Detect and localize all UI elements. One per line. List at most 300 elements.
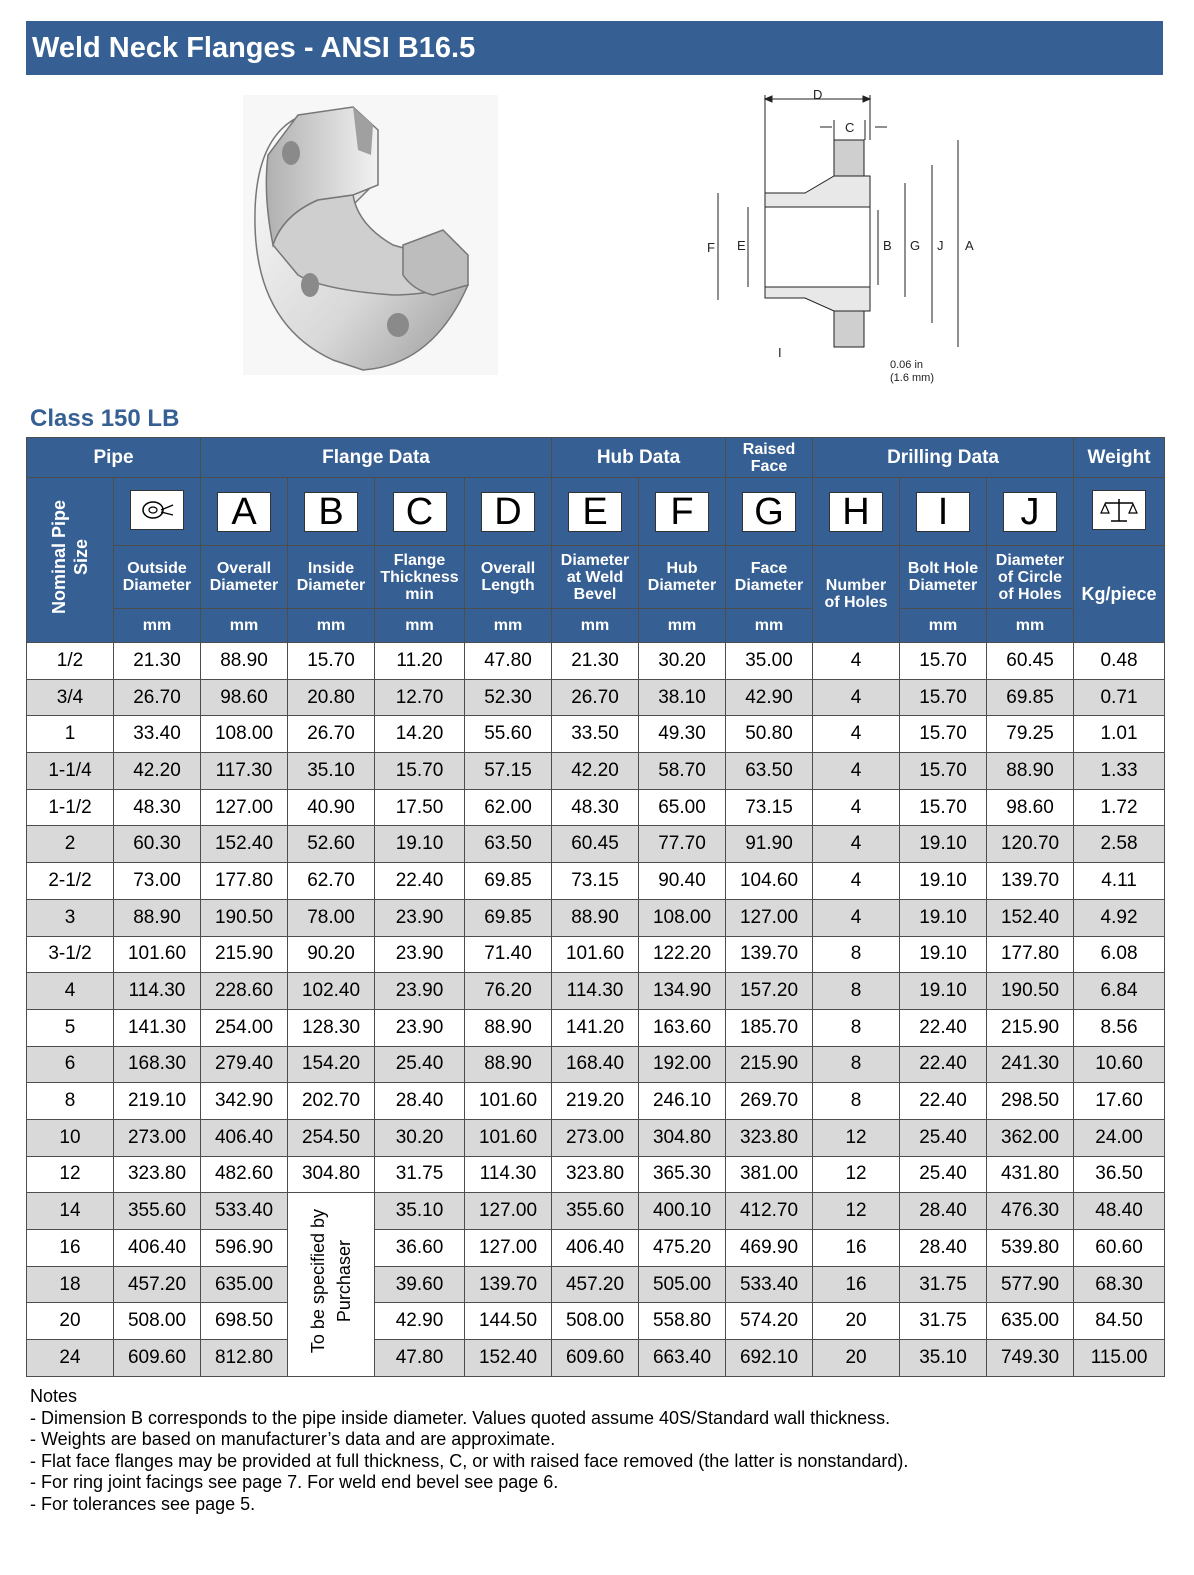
table-cell: 406.40 <box>552 1230 639 1267</box>
table-cell: 88.90 <box>465 1009 552 1046</box>
group-raised-face: Raised Face <box>726 438 813 478</box>
table-row <box>27 899 1165 936</box>
table-cell: 128.30 <box>288 1009 375 1046</box>
table-cell: 273.00 <box>552 1119 639 1156</box>
table-cell: 177.80 <box>987 936 1074 973</box>
table-row <box>27 936 1165 973</box>
table-cell: 15.70 <box>900 643 987 680</box>
table-cell: 0.48 <box>1074 643 1165 680</box>
letter-row <box>27 478 1165 546</box>
table-cell: 157.20 <box>726 973 813 1010</box>
table-cell: 88.90 <box>465 1046 552 1083</box>
table-cell: 533.40 <box>726 1266 813 1303</box>
pipe-size-cell: 10 <box>27 1119 114 1156</box>
table-row <box>27 1303 1165 1340</box>
table-cell: 26.70 <box>552 679 639 716</box>
table-cell: 47.80 <box>375 1340 465 1377</box>
notes-heading: Notes <box>30 1386 78 1406</box>
desc-overall-diameter: Overall Diameter <box>201 546 288 609</box>
table-cell: 39.60 <box>375 1266 465 1303</box>
pipe-size-cell: 3-1/2 <box>27 936 114 973</box>
table-cell: 539.80 <box>987 1230 1074 1267</box>
dim-label-j: J <box>937 238 944 253</box>
table-cell: 574.20 <box>726 1303 813 1340</box>
table-cell: 69.85 <box>465 863 552 900</box>
table-cell: 63.50 <box>726 753 813 790</box>
letter-a: A <box>217 492 271 532</box>
table-cell: 114.30 <box>552 973 639 1010</box>
table-cell: 190.50 <box>201 899 288 936</box>
table-cell: 48.30 <box>552 789 639 826</box>
weight-icon-cell <box>1074 478 1165 546</box>
table-cell: 4.11 <box>1074 863 1165 900</box>
table-cell: 11.20 <box>375 643 465 680</box>
table-cell: 406.40 <box>114 1230 201 1267</box>
table-row <box>27 1193 1165 1230</box>
table-row <box>27 679 1165 716</box>
table-cell: 215.90 <box>726 1046 813 1083</box>
table-cell: 28.40 <box>900 1230 987 1267</box>
table-row <box>27 1046 1165 1083</box>
table-cell: 19.10 <box>900 899 987 936</box>
table-cell: 475.20 <box>639 1230 726 1267</box>
table-cell: 412.70 <box>726 1193 813 1230</box>
table-cell: 73.00 <box>114 863 201 900</box>
table-cell: 365.30 <box>639 1156 726 1193</box>
pipe-size-cell: 1 <box>27 716 114 753</box>
unit-c: mm <box>288 609 375 643</box>
table-cell: 4 <box>813 863 900 900</box>
table-cell: 88.90 <box>987 753 1074 790</box>
table-cell: 508.00 <box>114 1303 201 1340</box>
table-cell: 431.80 <box>987 1156 1074 1193</box>
table-row <box>27 826 1165 863</box>
table-cell: 663.40 <box>639 1340 726 1377</box>
table-cell: 163.60 <box>639 1009 726 1046</box>
pipe-size-cell: 3/4 <box>27 679 114 716</box>
pipe-size-cell: 14 <box>27 1193 114 1230</box>
table-cell: 22.40 <box>900 1083 987 1120</box>
table-cell: 36.60 <box>375 1230 465 1267</box>
table-cell: 304.80 <box>639 1119 726 1156</box>
table-cell: 42.90 <box>726 679 813 716</box>
table-cell: 8 <box>813 1046 900 1083</box>
table-cell: 168.40 <box>552 1046 639 1083</box>
table-cell: 15.70 <box>900 679 987 716</box>
table-cell: 154.20 <box>288 1046 375 1083</box>
table-cell: 596.90 <box>201 1230 288 1267</box>
table-cell: 1.72 <box>1074 789 1165 826</box>
group-header-row <box>27 438 1165 478</box>
table-cell: 635.00 <box>987 1303 1074 1340</box>
desc-number-of-holes: Number of Holes <box>813 546 900 643</box>
table-cell: 8.56 <box>1074 1009 1165 1046</box>
pipe-size-cell: 1/2 <box>27 643 114 680</box>
table-cell: 279.40 <box>201 1046 288 1083</box>
desc-kg-per-piece: Kg/piece <box>1074 546 1165 643</box>
class-label: Class 150 LB <box>30 405 180 432</box>
table-cell: 35.10 <box>375 1193 465 1230</box>
unit-j: mm <box>900 609 987 643</box>
table-cell: 60.45 <box>552 826 639 863</box>
table-cell: 19.10 <box>900 863 987 900</box>
flange-dimension-diagram <box>700 85 990 390</box>
table-cell: 15.70 <box>900 716 987 753</box>
dim-label-a: A <box>965 238 974 253</box>
table-cell: 63.50 <box>465 826 552 863</box>
table-cell: 381.00 <box>726 1156 813 1193</box>
unit-f: mm <box>552 609 639 643</box>
table-cell: 22.40 <box>900 1009 987 1046</box>
table-cell: 35.10 <box>288 753 375 790</box>
table-cell: 15.70 <box>375 753 465 790</box>
table-cell: 101.60 <box>465 1119 552 1156</box>
table-cell: 35.00 <box>726 643 813 680</box>
table-cell: 168.30 <box>114 1046 201 1083</box>
letter-c: C <box>393 492 447 532</box>
desc-face-diameter: Face Diameter <box>726 546 813 609</box>
table-cell: 17.50 <box>375 789 465 826</box>
table-cell: 23.90 <box>375 936 465 973</box>
letter-i: I <box>916 492 970 532</box>
table-cell: 152.40 <box>201 826 288 863</box>
table-cell: 30.20 <box>375 1119 465 1156</box>
table-cell: 323.80 <box>114 1156 201 1193</box>
table-cell: 58.70 <box>639 753 726 790</box>
table-cell: 114.30 <box>465 1156 552 1193</box>
table-cell: 48.30 <box>114 789 201 826</box>
desc-inside-diameter: Inside Diameter <box>288 546 375 609</box>
notes <box>30 1386 908 1515</box>
table-cell: 254.00 <box>201 1009 288 1046</box>
table-cell: 185.70 <box>726 1009 813 1046</box>
table-cell: 4 <box>813 826 900 863</box>
table-cell: 8 <box>813 1083 900 1120</box>
table-cell: 101.60 <box>552 936 639 973</box>
table-cell: 12 <box>813 1156 900 1193</box>
table-cell: 25.40 <box>900 1156 987 1193</box>
table-cell: 14.20 <box>375 716 465 753</box>
table-cell: 12 <box>813 1119 900 1156</box>
table-cell: 6.08 <box>1074 936 1165 973</box>
table-cell: 4 <box>813 679 900 716</box>
table-body <box>27 643 1165 1377</box>
table-row <box>27 753 1165 790</box>
desc-outside-diameter: Outside Diameter <box>114 546 201 609</box>
note-item: - Dimension B corresponds to the pipe inside diameter. Values quoted assume 40S/Standard wall thickness. <box>30 1407 891 1428</box>
table-cell: 1.33 <box>1074 753 1165 790</box>
table-row <box>27 1230 1165 1267</box>
table-cell: 323.80 <box>726 1119 813 1156</box>
table-cell: 114.30 <box>114 973 201 1010</box>
table-cell: 23.90 <box>375 899 465 936</box>
table-cell: 342.90 <box>201 1083 288 1120</box>
table-cell: 12 <box>813 1193 900 1230</box>
group-weight: Weight <box>1074 438 1165 478</box>
table-cell: 692.10 <box>726 1340 813 1377</box>
table-cell: 15.70 <box>288 643 375 680</box>
note-item: - For ring joint facings see page 7. For weld end bevel see page 6. <box>30 1472 559 1492</box>
table-cell: 23.90 <box>375 973 465 1010</box>
pipe-size-cell: 3 <box>27 899 114 936</box>
table-cell: 12.70 <box>375 679 465 716</box>
table-cell: 219.10 <box>114 1083 201 1120</box>
dim-label-e: E <box>737 238 746 253</box>
table-cell: 31.75 <box>375 1156 465 1193</box>
table-cell: 30.20 <box>639 643 726 680</box>
pipe-size-cell: 20 <box>27 1303 114 1340</box>
table-cell: 400.10 <box>639 1193 726 1230</box>
table-cell: 102.40 <box>288 973 375 1010</box>
table-cell: 38.10 <box>639 679 726 716</box>
table-cell: 16 <box>813 1266 900 1303</box>
table-cell: 457.20 <box>114 1266 201 1303</box>
table-cell: 505.00 <box>639 1266 726 1303</box>
table-cell: 304.80 <box>288 1156 375 1193</box>
table-cell: 609.60 <box>114 1340 201 1377</box>
table-cell: 52.60 <box>288 826 375 863</box>
letter-b: B <box>304 492 358 532</box>
table-cell: 19.10 <box>375 826 465 863</box>
table-cell: 269.70 <box>726 1083 813 1120</box>
desc-bolt-hole-diameter: Bolt Hole Diameter <box>900 546 987 609</box>
desc-overall-length: Overall Length <box>465 546 552 609</box>
table-cell: 323.80 <box>552 1156 639 1193</box>
pipe-size-cell: 2 <box>27 826 114 863</box>
group-pipe: Pipe <box>27 438 201 478</box>
table-cell: 84.50 <box>1074 1303 1165 1340</box>
table-cell: 6.84 <box>1074 973 1165 1010</box>
table-cell: 4 <box>813 899 900 936</box>
description-row <box>27 546 1165 609</box>
flange-illustration <box>243 95 498 375</box>
table-cell: 26.70 <box>114 679 201 716</box>
table-cell: 215.90 <box>987 1009 1074 1046</box>
table-cell: 23.90 <box>375 1009 465 1046</box>
table-cell: 152.40 <box>465 1340 552 1377</box>
table-cell: 17.60 <box>1074 1083 1165 1120</box>
dim-label-g: G <box>910 238 921 253</box>
table-cell: 98.60 <box>987 789 1074 826</box>
group-hub-data: Hub Data <box>552 438 726 478</box>
table-cell: 42.20 <box>114 753 201 790</box>
dim-label-i: I <box>778 345 782 360</box>
table-row <box>27 789 1165 826</box>
pipe-size-cell: 4 <box>27 973 114 1010</box>
table-cell: 25.40 <box>375 1046 465 1083</box>
table-row <box>27 1119 1165 1156</box>
nominal-pipe-size-header: Nominal Pipe Size <box>27 478 114 643</box>
table-row <box>27 1266 1165 1303</box>
table-cell: 91.90 <box>726 826 813 863</box>
table-cell: 108.00 <box>639 899 726 936</box>
table-cell: 4 <box>813 643 900 680</box>
table-cell: 47.80 <box>465 643 552 680</box>
table-cell: 31.75 <box>900 1303 987 1340</box>
table-row <box>27 863 1165 900</box>
pipe-size-cell: 8 <box>27 1083 114 1120</box>
table-cell: 62.70 <box>288 863 375 900</box>
table-cell: 127.00 <box>726 899 813 936</box>
table-cell: 48.40 <box>1074 1193 1165 1230</box>
table-cell: 31.75 <box>900 1266 987 1303</box>
table-cell: 57.15 <box>465 753 552 790</box>
table-cell: 190.50 <box>987 973 1074 1010</box>
pipe-size-cell: 5 <box>27 1009 114 1046</box>
table-cell: 73.15 <box>552 863 639 900</box>
table-row <box>27 643 1165 680</box>
group-drilling-data: Drilling Data <box>813 438 1074 478</box>
table-cell: 33.50 <box>552 716 639 753</box>
unit-a: mm <box>114 609 201 643</box>
table-cell: 101.60 <box>114 936 201 973</box>
table-cell: 101.60 <box>465 1083 552 1120</box>
table-cell: 4 <box>813 716 900 753</box>
unit-d: mm <box>375 609 465 643</box>
table-cell: 20.80 <box>288 679 375 716</box>
table-cell: 1.01 <box>1074 716 1165 753</box>
table-row <box>27 1009 1165 1046</box>
table-cell: 25.40 <box>900 1119 987 1156</box>
table-cell: 69.85 <box>987 679 1074 716</box>
table-cell: 22.40 <box>375 863 465 900</box>
table-cell: 298.50 <box>987 1083 1074 1120</box>
bevel-note-line1: 0.06 in <box>890 359 924 371</box>
table-cell: 24.00 <box>1074 1119 1165 1156</box>
table-cell: 15.70 <box>900 753 987 790</box>
desc-flange-thickness: Flange Thickness min <box>375 546 465 609</box>
table-cell: 177.80 <box>201 863 288 900</box>
table-row <box>27 1156 1165 1193</box>
table-cell: 577.90 <box>987 1266 1074 1303</box>
table-cell: 698.50 <box>201 1303 288 1340</box>
table-cell: 141.30 <box>114 1009 201 1046</box>
table-cell: 108.00 <box>201 716 288 753</box>
unit-g: mm <box>639 609 726 643</box>
table-cell: 8 <box>813 1009 900 1046</box>
pipe-size-cell: 1-1/4 <box>27 753 114 790</box>
table-cell: 19.10 <box>900 936 987 973</box>
pipe-size-cell: 6 <box>27 1046 114 1083</box>
letter-e: E <box>568 492 622 532</box>
table-cell: 40.90 <box>288 789 375 826</box>
table-cell: 21.30 <box>114 643 201 680</box>
table-row <box>27 1340 1165 1377</box>
table-cell: 482.60 <box>201 1156 288 1193</box>
table-cell: 273.00 <box>114 1119 201 1156</box>
table-cell: 219.20 <box>552 1083 639 1120</box>
table-cell: 812.80 <box>201 1340 288 1377</box>
dim-label-b: B <box>883 238 892 253</box>
table-cell: 0.71 <box>1074 679 1165 716</box>
table-cell: 457.20 <box>552 1266 639 1303</box>
table-cell: 36.50 <box>1074 1156 1165 1193</box>
table-cell: 71.40 <box>465 936 552 973</box>
table-cell: 69.85 <box>465 899 552 936</box>
pipe-icon-cell <box>114 478 201 546</box>
table-cell: 4 <box>813 753 900 790</box>
table-row <box>27 973 1165 1010</box>
unit-b: mm <box>201 609 288 643</box>
table-cell: 355.60 <box>114 1193 201 1230</box>
table-cell: 362.00 <box>987 1119 1074 1156</box>
table-cell: 104.60 <box>726 863 813 900</box>
table-cell: 20 <box>813 1340 900 1377</box>
table-cell: 22.40 <box>900 1046 987 1083</box>
group-flange-data: Flange Data <box>201 438 552 478</box>
purchaser-note-cell: To be specified by Purchaser <box>288 1193 375 1376</box>
table-cell: 77.70 <box>639 826 726 863</box>
table-cell: 55.60 <box>465 716 552 753</box>
table-cell: 65.00 <box>639 789 726 826</box>
desc-diameter-weld-bevel: Diameter at Weld Bevel <box>552 546 639 609</box>
unit-h: mm <box>726 609 813 643</box>
table-cell: 88.90 <box>201 643 288 680</box>
table-cell: 49.30 <box>639 716 726 753</box>
table-cell: 355.60 <box>552 1193 639 1230</box>
table-cell: 8 <box>813 936 900 973</box>
table-cell: 88.90 <box>114 899 201 936</box>
table-cell: 90.20 <box>288 936 375 973</box>
pipe-size-cell: 16 <box>27 1230 114 1267</box>
flange-sketch-icon <box>130 490 184 530</box>
table-cell: 533.40 <box>201 1193 288 1230</box>
pipe-size-cell: 2-1/2 <box>27 863 114 900</box>
unit-e: mm <box>465 609 552 643</box>
table-row <box>27 1083 1165 1120</box>
table-cell: 62.00 <box>465 789 552 826</box>
table-cell: 21.30 <box>552 643 639 680</box>
table-cell: 749.30 <box>987 1340 1074 1377</box>
table-cell: 609.60 <box>552 1340 639 1377</box>
table-cell: 117.30 <box>201 753 288 790</box>
table-cell: 202.70 <box>288 1083 375 1120</box>
table-cell: 406.40 <box>201 1119 288 1156</box>
table-cell: 15.70 <box>900 789 987 826</box>
flange-data-table <box>26 437 1165 1377</box>
table-row <box>27 716 1165 753</box>
table-cell: 228.60 <box>201 973 288 1010</box>
bevel-note-line2: (1.6 mm) <box>890 372 934 384</box>
note-item: - Weights are based on manufacturer’s data and are approximate. <box>30 1429 556 1449</box>
units-row <box>27 609 1165 643</box>
pipe-size-cell: 18 <box>27 1266 114 1303</box>
desc-hub-diameter: Hub Diameter <box>639 546 726 609</box>
pipe-size-cell: 1-1/2 <box>27 789 114 826</box>
table-cell: 469.90 <box>726 1230 813 1267</box>
table-cell: 50.80 <box>726 716 813 753</box>
table-cell: 68.30 <box>1074 1266 1165 1303</box>
table-cell: 635.00 <box>201 1266 288 1303</box>
pipe-size-cell: 12 <box>27 1156 114 1193</box>
table-cell: 52.30 <box>465 679 552 716</box>
note-item: - Flat face flanges may be provided at full thickness, C, or with raised face removed (the latter is nonstandard). <box>30 1450 909 1471</box>
table-cell: 134.90 <box>639 973 726 1010</box>
table-cell: 60.30 <box>114 826 201 863</box>
unit-k: mm <box>987 609 1074 643</box>
table-cell: 2.58 <box>1074 826 1165 863</box>
letter-g: G <box>742 492 796 532</box>
table-cell: 192.00 <box>639 1046 726 1083</box>
table-cell: 508.00 <box>552 1303 639 1340</box>
table-cell: 98.60 <box>201 679 288 716</box>
table-cell: 144.50 <box>465 1303 552 1340</box>
table-cell: 42.20 <box>552 753 639 790</box>
table-cell: 60.60 <box>1074 1230 1165 1267</box>
table-cell: 33.40 <box>114 716 201 753</box>
table-cell: 16 <box>813 1230 900 1267</box>
balance-scale-icon <box>1092 490 1146 530</box>
